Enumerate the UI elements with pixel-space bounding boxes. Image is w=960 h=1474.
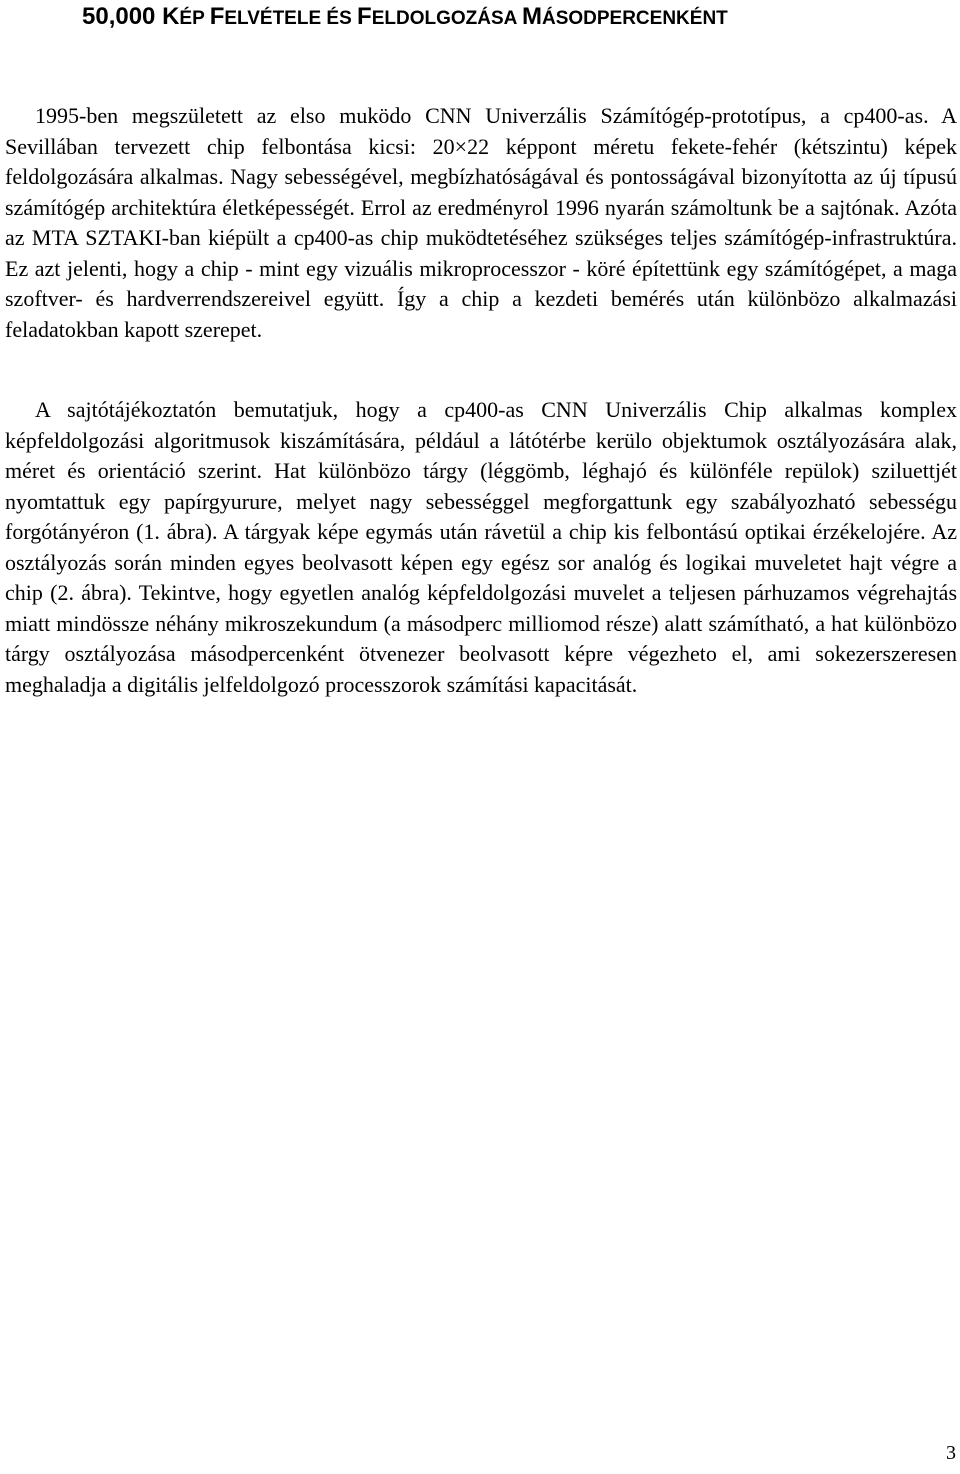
title-smallcaps: ELVÉTELE ÉS [224, 8, 358, 29]
paragraph-intro: 1995-ben megszületett az elso muködo CNN Univerzális Számítógép-prototípus, a cp400-as. A Sevillában tervezett chip felbontása kicsi: 20×22 képpont méretu fekete-fehér (kétszintu) képek feldolgozására alkalmas. Nagy sebességével, megbízhatóságával és pontosságával bizonyította az új típusú számítógép architektúra életképességét. Errol az eredményrol 1996 nyarán számoltunk be a sajtónak. Azóta az MTA SZTAKI-ban kiépült a cp400-as chip muködtetéséhez szükséges teljes számítógép-infrastruktúra. Ez azt jelenti, hogy a chip - mint egy vizuális mikroprocesszor - köré építettünk egy számítógépet, a maga szoftver- és hardverrendszereivel együtt. Így a chip a kezdeti bemérés után különbözo alkalmazási feladatokban kapott szerepet. [5, 103, 957, 342]
title-cap: 50,000 K [82, 3, 180, 30]
page-title [82, 2, 942, 34]
title-part [82, 3, 210, 30]
title-cap: F [209, 3, 225, 30]
title-smallcaps: ELDOLGOZÁSA [371, 8, 522, 29]
title-cap: F [357, 3, 372, 30]
title-smallcaps: ÁSODPERCENKÉNT [541, 8, 728, 29]
page-number: 3 [946, 1442, 956, 1464]
paragraph-press-conference: A sajtótájékoztatón bemutatjuk, hogy a cp400-as CNN Univerzális Chip alkalmas komplex képfeldolgozási algoritmusok kiszámítására, például a látótérbe kerülo objektumok osztályozására alak, méret és orientáció szerint. Hat különbözo tárgy (léggömb, léghajó és különféle repülok) sziluettjét nyomtattuk egy papírgyurure, melyet nagy sebességgel megforgattunk egy szabályozható sebességu forgótányéron (1. ábra). A tárgyak képe egymás után rávetül a chip kis felbontású optikai érzékelojére. Az osztályozás során minden egyes beolvasott képen egy egész sor analóg és logikai muveletet hajt végre a chip (2. ábra). Tekintve, hogy egyetlen analóg képfeldolgozási muvelet a teljesen párhuzamos végrehajtás miatt mindössze néhány mikroszekundum (a másodperc milliomod része) alatt számítható, a hat különbözo tárgy osztályozása másodpercenként ötvenezer beolvasott képre végezheto el, ami sokezerszeresen meghaladja a digitális jelfeldolgozó processzorok számítási kapacitását. [5, 397, 957, 697]
title-part [210, 3, 357, 30]
title-part [357, 3, 522, 30]
title-cap: M [521, 3, 542, 30]
title-smallcaps: ÉP [179, 8, 210, 29]
title-part [522, 3, 728, 30]
